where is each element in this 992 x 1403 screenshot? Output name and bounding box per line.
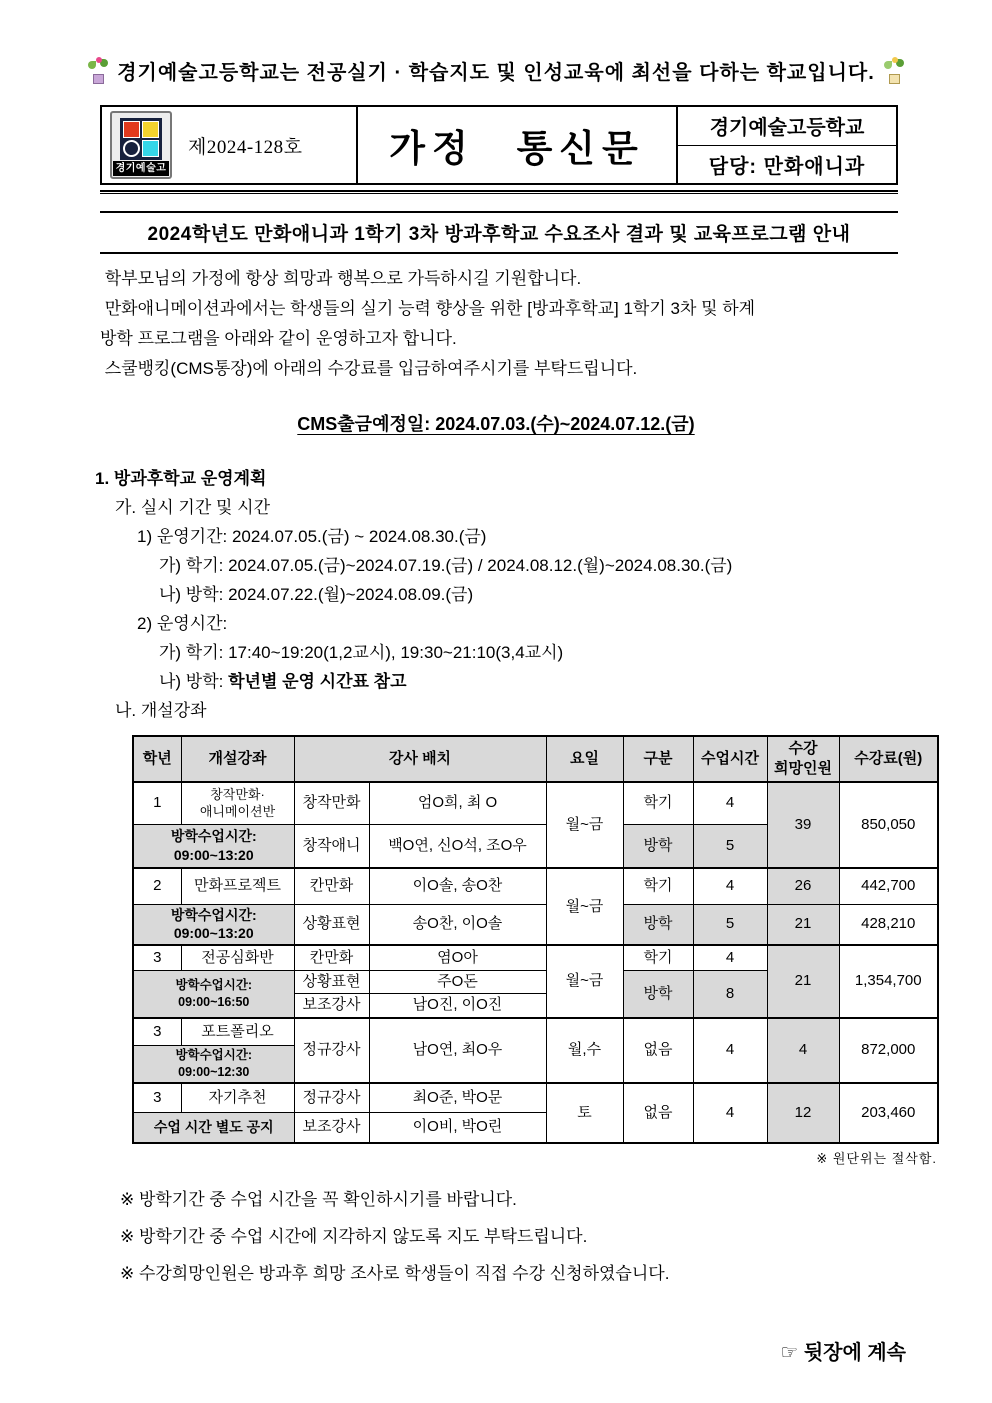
table-cell: 2 (133, 868, 181, 904)
table-cell: 포트폴리오 (181, 1018, 294, 1046)
table-cell: 수강 희망인원 (767, 736, 839, 782)
table-cell: 이O비, 박O린 (369, 1113, 546, 1143)
course-table-body (133, 736, 938, 1143)
table-cell: 창작만화· 애니메이션반 (181, 782, 294, 824)
outline-item: 나) 방학: 2024.07.22.(월)~2024.08.09.(금) (159, 585, 474, 604)
table-cell: 창작만화 (294, 782, 369, 824)
table-cell: 방학수업시간: 09:00~13:20 (133, 824, 294, 868)
table-cell: 남O진, 이O진 (369, 994, 546, 1018)
table-cell: 학기 (623, 868, 693, 904)
table-cell: 개설강좌 (181, 736, 294, 782)
table-cell: 3 (133, 1083, 181, 1113)
table-cell: 442,700 (839, 868, 938, 904)
table-cell: 5 (693, 824, 767, 868)
table-cell: 방학 (623, 824, 693, 868)
table-cell: 전공심화반 (181, 945, 294, 970)
paragraph-line: 학부모님의 가정에 항상 희망과 행복으로 가득하시길 기원합니다. (100, 269, 582, 288)
course-table (132, 735, 939, 1144)
table-cell: 월~금 (546, 782, 623, 868)
table-cell: 850,050 (839, 782, 938, 868)
table-cell: 5 (693, 904, 767, 945)
table-cell: 보조강사 (294, 994, 369, 1018)
table-cell: 만화프로젝트 (181, 868, 294, 904)
table-cell: 없음 (623, 1083, 693, 1143)
outline-item: 가) 학기: 2024.07.05.(금)~2024.07.19.(금) / 2024.08.12.(월)~2024.08.30.(금) (159, 556, 733, 575)
table-row (133, 782, 938, 824)
table-cell: 21 (767, 945, 839, 1017)
paragraph-line: 만화애니메이션과에서는 학생들의 실기 능력 향상을 위한 [방과후학교] 1학기 3차 및 하계 (100, 299, 756, 318)
table-cell: 이O솔, 송O찬 (369, 868, 546, 904)
table-cell: 4 (693, 1018, 767, 1083)
header-right-cell (678, 107, 896, 183)
table-cell: 월~금 (546, 868, 623, 945)
outline-item: 나) 방학: 학년별 운영 시간표 참고 (159, 672, 407, 691)
table-row (133, 736, 938, 782)
table-cell: 염O아 (369, 945, 546, 970)
notice-title: 2024학년도 만화애니과 1학기 3차 방과후학교 수요조사 결과 및 교육프로그램 안내 (100, 211, 898, 254)
table-cell: 월,수 (546, 1018, 623, 1083)
footer-notes (120, 1181, 992, 1292)
outline-item: 1. 방과후학교 운영계획 (95, 469, 267, 488)
table-cell: 4 (693, 945, 767, 970)
table-cell: 토 (546, 1083, 623, 1143)
table-cell: 창작애니 (294, 824, 369, 868)
header-left-cell (102, 107, 358, 183)
table-cell: 3 (133, 1018, 181, 1046)
table-cell: 26 (767, 868, 839, 904)
document-header (100, 105, 898, 185)
cms-schedule-line (0, 410, 992, 436)
table-row (133, 868, 938, 904)
note-line: ※ 수강희망인원은 방과후 희망 조사로 학생들이 직접 수강 신청하였습니다. (120, 1263, 670, 1283)
program-outline (95, 464, 992, 725)
table-row (133, 1083, 938, 1113)
table-cell: 정규강사 (294, 1083, 369, 1113)
table-cell: 12 (767, 1083, 839, 1143)
table-cell: 보조강사 (294, 1113, 369, 1143)
table-cell: 8 (693, 970, 767, 1017)
table-cell: 4 (693, 1083, 767, 1143)
outline-item: 2) 운영시간: (137, 614, 228, 633)
table-cell: 상황표현 (294, 904, 369, 945)
table-cell: 학기 (623, 782, 693, 824)
logo-label: 경기예술고 (113, 161, 169, 176)
table-cell: 방학수업시간: 09:00~12:30 (133, 1046, 294, 1083)
outline-item: 가) 학기: 17:40~19:20(1,2교시), 19:30~21:10(3,4교시) (159, 643, 564, 662)
school-logo-icon (110, 111, 172, 179)
table-cell: 학기 (623, 945, 693, 970)
document-title: 가정 통신문 (358, 107, 678, 183)
department-name: 담당: 만화애니과 (708, 155, 866, 178)
outline-item: 나. 개설강좌 (115, 701, 207, 720)
rounding-note: ※ 원단위는 절삭함. (816, 1150, 937, 1166)
table-cell: 1,354,700 (839, 945, 938, 1017)
table-cell: 자기추천 (181, 1083, 294, 1113)
flower-pot-icon (85, 57, 111, 85)
table-cell: 정규강사 (294, 1018, 369, 1083)
table-cell: 백O연, 신O석, 조O우 (369, 824, 546, 868)
body-paragraphs (100, 264, 922, 384)
table-cell: 학년 (133, 736, 181, 782)
table-row (133, 904, 938, 945)
table-cell: 강사 배치 (294, 736, 546, 782)
table-cell: 수업 시간 별도 공지 (133, 1113, 294, 1143)
table-cell: 방학 (623, 970, 693, 1017)
table-cell: 엄O희, 최 O (369, 782, 546, 824)
table-cell: 방학수업시간: 09:00~13:20 (133, 904, 294, 945)
table-cell: 남O연, 최O우 (369, 1018, 546, 1083)
outline-item: 가. 실시 기간 및 시간 (115, 498, 270, 517)
table-cell: 21 (767, 904, 839, 945)
table-cell: 방학수업시간: 09:00~16:50 (133, 970, 294, 1017)
table-cell: 월~금 (546, 945, 623, 1017)
paragraph-line: 스쿨뱅킹(CMS통장)에 아래의 수강료를 입금하여주시기를 부탁드립니다. (100, 359, 638, 378)
table-cell: 수강료(원) (839, 736, 938, 782)
table-cell: 428,210 (839, 904, 938, 945)
flower-icon (881, 57, 907, 85)
outline-item: 1) 운영기간: 2024.07.05.(금) ~ 2024.08.30.(금) (137, 527, 487, 546)
table-cell: 최O준, 박O문 (369, 1083, 546, 1113)
table-cell: 1 (133, 782, 181, 824)
table-cell: 4 (767, 1018, 839, 1083)
issue-number: 제2024-128호 (188, 136, 303, 158)
table-row (133, 945, 938, 970)
table-cell: 203,460 (839, 1083, 938, 1143)
note-line: ※ 방학기간 중 수업 시간에 지각하지 않도록 지도 부탁드립니다. (120, 1226, 588, 1246)
table-cell: 상황표현 (294, 970, 369, 993)
table-cell: 872,000 (839, 1018, 938, 1083)
table-cell: 4 (693, 782, 767, 824)
table-cell: 칸만화 (294, 945, 369, 970)
continue-note: ☞ 뒷장에 계속 (780, 1341, 906, 1364)
table-cell: 주O돈 (369, 970, 546, 993)
slogan-text: 경기예술고등학교는 전공실기 · 학습지도 및 인성교육에 최선을 다하는 학교입니다. (117, 62, 875, 84)
paragraph-line: 방학 프로그램을 아래와 같이 운영하고자 합니다. (100, 329, 457, 348)
table-cell: 수업시간 (693, 736, 767, 782)
table-cell: 방학 (623, 904, 693, 945)
table-cell: 없음 (623, 1018, 693, 1083)
table-cell: 송O찬, 이O솔 (369, 904, 546, 945)
table-row (133, 1018, 938, 1046)
note-line: ※ 방학기간 중 수업 시간을 꼭 확인하시기를 바랍니다. (120, 1189, 517, 1209)
table-cell: 구분 (623, 736, 693, 782)
school-slogan-banner (0, 56, 992, 85)
table-cell: 39 (767, 782, 839, 868)
table-cell: 칸만화 (294, 868, 369, 904)
table-cell: 4 (693, 868, 767, 904)
school-name: 경기예술고등학교 (678, 107, 896, 146)
header-divider (100, 190, 898, 194)
table-cell: 요일 (546, 736, 623, 782)
table-cell: 3 (133, 945, 181, 970)
cms-schedule-text: CMS출금예정일: 2024.07.03.(수)~2024.07.12.(금) (297, 414, 695, 434)
